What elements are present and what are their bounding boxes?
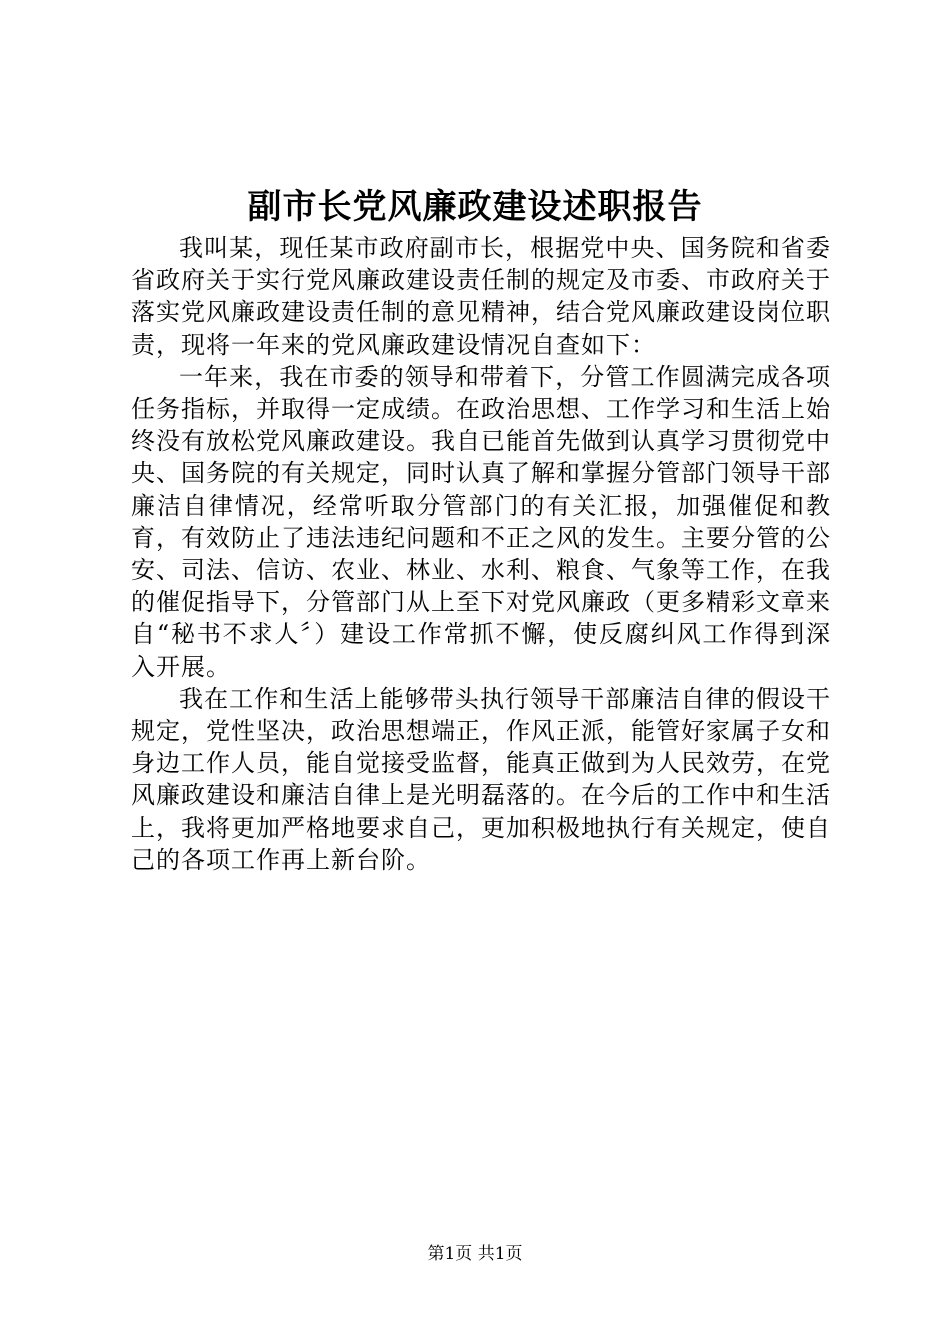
document-body: [131, 232, 831, 876]
paragraph-self-discipline: 我在工作和生活上能够带头执行领导干部廉洁自律的假设干规定，党性坚决，政治思想端正，作风正派，能管好家属子女和身边工作人员，能自觉接受监督，能真正做到为人民效劳，在党风廉政建设和廉洁自律上是光明磊落的。在今后的工作中和生活上，我将更加严格地要求自己，更加积极地执行有关规定，使自己的各项工作再上新台阶。: [131, 684, 831, 874]
paragraph-intro: 我叫某，现任某市政府副市长，根据党中央、国务院和省委省政府关于实行党风廉政建设责任制的规定及市委、市政府关于落实党风廉政建设责任制的意见精神，结合党风廉政建设岗位职责，现将一年来的党风廉政建设情况自查如下：: [131, 234, 831, 359]
document-title: 副市长党风廉政建设述职报告: [247, 187, 703, 227]
page-footer: 第1页 共1页: [427, 1244, 523, 1264]
paragraph-work-review: 一年来，我在市委的领导和带着下，分管工作圆满完成各项任务指标，并取得一定成绩。在政治思想、工作学习和生活上始终没有放松党风廉政建设。我自已能首先做到认真学习贯彻党中央、国务院的有关规定，同时认真了解和掌握分管部门领导干部廉洁自律情况，经常听取分管部门的有关汇报，加强催促和教育，有效防止了违法违纪问题和不正之风的发生。主要分管的公安、司法、信访、农业、林业、水利、粮食、气象等工作，在我的催促指导下，分管部门从上至下对党风廉政（更多精彩文章来自“秘书不求人〞）建设工作常抓不懈，使反腐纠风工作得到深入开展。: [131, 362, 831, 681]
